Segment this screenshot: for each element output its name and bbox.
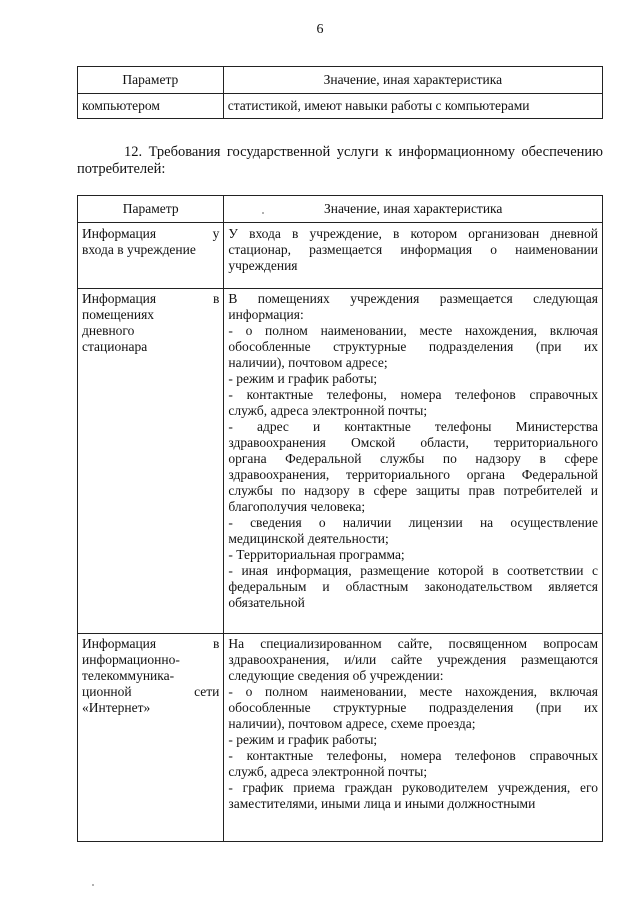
parameter-line: Информация в: [82, 291, 220, 306]
value-line: У входа в учреждение, в котором организован дневной: [228, 226, 598, 241]
scan-speck: [92, 884, 94, 886]
continuation-table: [77, 66, 603, 119]
header-parameter: Параметр: [78, 196, 224, 223]
cell-value: [224, 289, 603, 634]
cell-value: [224, 223, 603, 289]
value-line: - о полном наименовании, месте нахождения, включая: [228, 684, 598, 699]
value-line: обязательной: [228, 595, 305, 610]
parameter-line: ционной сети: [82, 684, 220, 699]
value-line: здравоохранения Омской области, территориального: [228, 435, 598, 450]
parameter-line: стационара: [82, 339, 148, 354]
value-line: информация:: [228, 307, 304, 322]
value-line: - о полном наименовании, месте нахождения, включая: [228, 323, 598, 338]
value-line: здравоохранения, и/или сайте учреждения размещаются: [228, 652, 598, 667]
parameter-line: дневного: [82, 323, 135, 338]
table-row: [78, 94, 603, 119]
value-line: следующие сведения об учреждении:: [228, 668, 444, 683]
value-line: стационар, размещается информация о наименовании: [228, 242, 598, 257]
value-line: - контактные телефоны, номера телефонов справочных: [228, 387, 598, 402]
value-line: - контактные телефоны, номера телефонов справочных: [228, 748, 598, 763]
table-header-row: [78, 196, 603, 223]
value-line: обособленные структурные подразделения (при их: [228, 700, 598, 715]
value-line: благополучия человека;: [228, 499, 366, 514]
value-line: обособленные структурные подразделения (при их: [228, 339, 598, 354]
value-line: федеральным и областным законодательством является: [228, 579, 598, 594]
parameter-line: входа в учреждение: [82, 242, 196, 257]
scan-speck: [262, 212, 264, 214]
value-line: учреждения: [228, 258, 298, 273]
parameter-line: «Интернет»: [82, 700, 151, 715]
value-line: органа Федеральной службы по надзору в сфере: [228, 451, 598, 466]
header-value: Значение, иная характеристика: [224, 196, 603, 223]
cell-parameter: компьютером: [78, 94, 224, 119]
header-parameter: Параметр: [78, 67, 224, 94]
parameter-line: Информация в: [82, 636, 220, 651]
value-line: На специализированном сайте, посвященном вопросам: [228, 636, 598, 651]
parameter-line: телекоммуника-: [82, 668, 175, 683]
value-line: наличии), почтовом адресе;: [228, 355, 388, 370]
cell-parameter: [78, 223, 224, 289]
cell-parameter: [78, 634, 224, 842]
value-line: - адрес и контактные телефоны Министерства: [228, 419, 598, 434]
parameter-line: Информация у: [82, 226, 220, 241]
value-line: - иная информация, размещение которой в соответствии с: [228, 563, 598, 578]
value-line: служб, адреса электронной почты;: [228, 764, 428, 779]
table-header-row: [78, 67, 603, 94]
table-row: [78, 289, 603, 634]
value-line: служб, адреса электронной почты;: [228, 403, 428, 418]
value-line: - режим и график работы;: [228, 732, 378, 747]
value-line: наличии), почтовом адресе, схеме проезда;: [228, 716, 476, 731]
cell-value: [224, 634, 603, 842]
table-row: [78, 634, 603, 842]
page-number: 6: [316, 22, 324, 37]
table-row: [78, 223, 603, 289]
value-line: - сведения о наличии лицензии на осуществление: [228, 515, 598, 530]
parameter-line: помещениях: [82, 307, 155, 322]
parameter-line: информационно-: [82, 652, 180, 667]
value-line: - Территориальная программа;: [228, 547, 405, 562]
cell-parameter: [78, 289, 224, 634]
section-heading: 12. Требования государственной услуги к информационному обеспечению потребителей:: [77, 144, 603, 177]
value-line: В помещениях учреждения размещается следующая: [228, 291, 598, 306]
cell-value: статистикой, имеют навыки работы с компьютерами: [223, 94, 602, 119]
value-line: службы по надзору в сфере защиты прав потребителей и: [228, 483, 598, 498]
information-requirements-table: [77, 195, 603, 842]
value-line: здравоохранения, территориального органа Федеральной: [228, 467, 598, 482]
value-line: - режим и график работы;: [228, 371, 378, 386]
header-value: Значение, иная характеристика: [223, 67, 602, 94]
value-line: - график приема граждан руководителем учреждения, его: [228, 780, 598, 795]
value-line: медицинской деятельности;: [228, 531, 389, 546]
value-line: заместителями, иными лица и иными должностными: [228, 796, 536, 811]
